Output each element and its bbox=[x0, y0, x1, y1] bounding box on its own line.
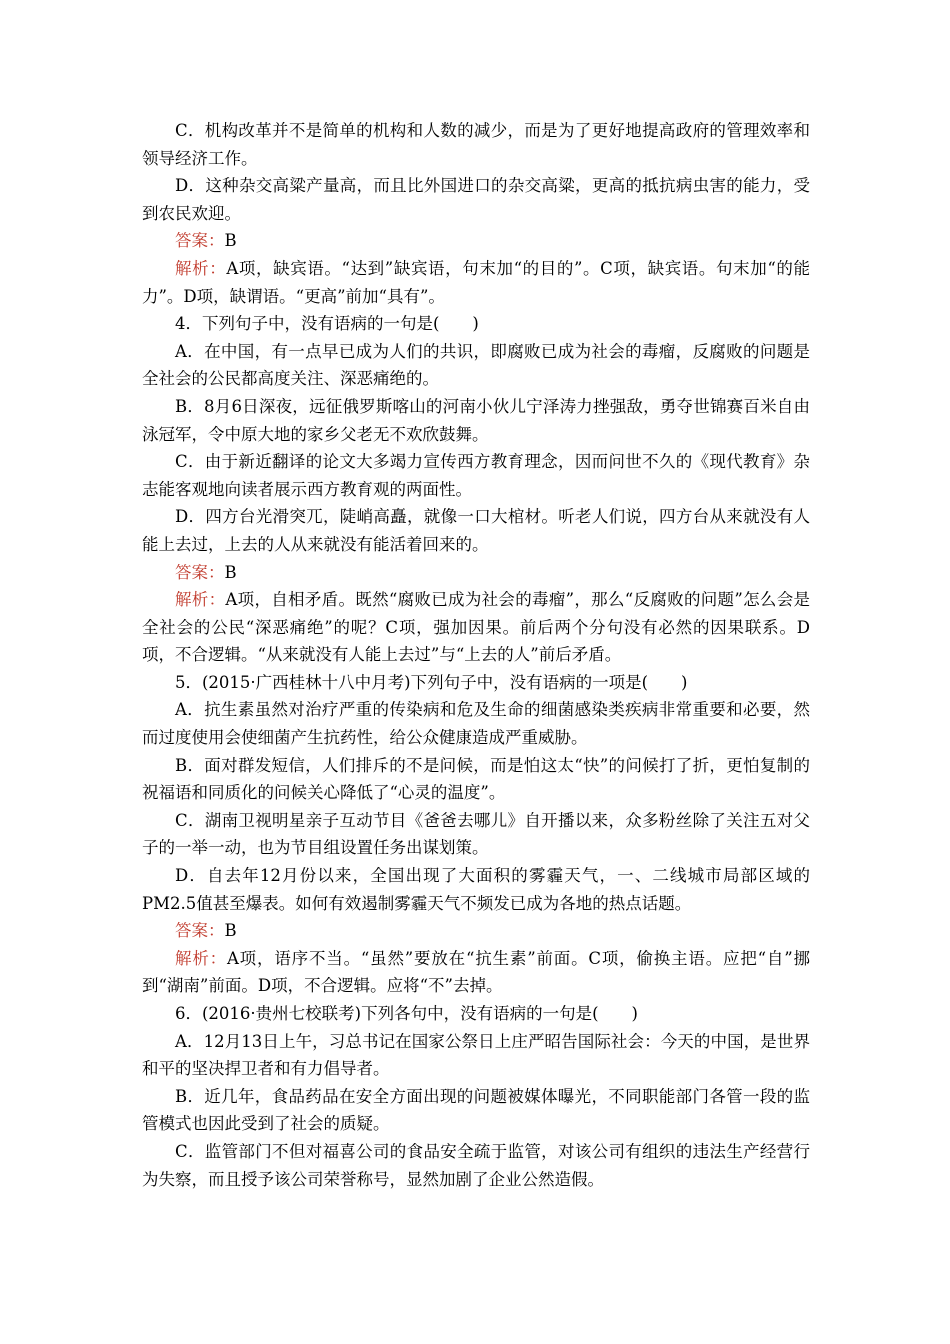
answer-label: 答案： bbox=[175, 921, 225, 941]
explanation-paragraph bbox=[142, 586, 810, 669]
paragraph-text: A项，自相矛盾。既然“腐败已成为社会的毒瘤”，那么“反腐败的问题”怎么会是全社会的公民“深恶痛绝”的呢？C项，强加因果。前后两个分句没有必然的因果联系。D项，不合逻辑。“从来就没有人能上去过”与“上去的人”前后矛盾。 bbox=[142, 590, 810, 665]
paragraph-text: B bbox=[224, 562, 237, 582]
question-paragraph: C．湖南卫视明星亲子互动节目《爸爸去哪儿》自开播以来，众多粉丝除了关注五对父子的一举一动，也为节目组设置任务出谋划策。 bbox=[142, 810, 810, 858]
question-paragraph: A．12月13日上午，习总书记在国家公祭日上庄严昭告国际社会：今天的中国，是世界和平的坚决捍卫者和有力倡导者。 bbox=[142, 1031, 810, 1079]
question-paragraph: B．近几年，食品药品在安全方面出现的问题被媒体曝光，不同职能部门各管一段的监管模式也因此受到了社会的质疑。 bbox=[142, 1086, 810, 1134]
question-paragraph: C．监管部门不但对福喜公司的食品安全疏于监管，对该公司有组织的违法生产经营行为失察，而且授予该公司荣誉称号，显然加剧了企业公然造假。 bbox=[142, 1141, 810, 1189]
explanation-paragraph bbox=[142, 945, 810, 1000]
paragraph-text: A项，缺宾语。“达到”缺宾语，句末加“的目的”。C项，缺宾语。句末加“的能力”。D项，缺谓语。“更高”前加“具有”。 bbox=[142, 258, 811, 306]
answer-label: 解析： bbox=[175, 590, 226, 610]
question-paragraph: C．由于新近翻译的论文大多竭力宣传西方教育理念，因而问世不久的《现代教育》杂志能客观地向读者展示西方教育观的两面性。 bbox=[142, 452, 810, 499]
paragraph-text: B bbox=[224, 231, 237, 251]
answer-line bbox=[142, 917, 810, 945]
question-paragraph: D．这种杂交高粱产量高，而且比外国进口的杂交高粱，更高的抵抗病虫害的能力，受到农民欢迎。 bbox=[142, 176, 810, 223]
question-paragraph: D．自去年12月份以来，全国出现了大面积的雾霾天气，一、二线城市局部区域的PM2.5值甚至爆表。如何有效遏制雾霾天气不频发已成为各地的热点话题。 bbox=[142, 866, 810, 913]
answer-label: 解析： bbox=[175, 948, 227, 968]
question-paragraph: A．在中国，有一点早已成为人们的共识，即腐败已成为社会的毒瘤，反腐败的问题是全社会的公民都高度关注、深恶痛绝的。 bbox=[142, 341, 810, 389]
question-paragraph: 6．(2016·贵州七校联考)下列各句中，没有语病的一句是( ) bbox=[175, 1004, 638, 1023]
question-paragraph: B．面对群发短信，人们排斥的不是问候，而是怕这太“快”的问候打了折，更怕复制的祝福语和同质化的问候关心降低了“心灵的温度”。 bbox=[142, 755, 810, 803]
answer-line bbox=[142, 227, 810, 255]
answer-label: 答案： bbox=[175, 562, 225, 582]
answer-label: 解析： bbox=[175, 258, 227, 278]
question-paragraph: 5．(2015·广西桂林十八中月考)下列句子中，没有语病的一项是( ) bbox=[175, 672, 688, 692]
question-paragraph: C．机构改革并不是简单的机构和人数的减少，而是为了更好地提高政府的管理效率和领导经济工作。 bbox=[142, 121, 810, 168]
question-paragraph: B．8月6日深夜，远征俄罗斯喀山的河南小伙儿宁泽涛力挫强敌，勇夺世锦赛百米自由泳冠军，令中原大地的家乡父老无不欢欣鼓舞。 bbox=[142, 396, 810, 444]
paragraph-text: B bbox=[224, 921, 237, 941]
explanation-paragraph bbox=[142, 255, 810, 310]
question-paragraph: A．抗生素虽然对治疗严重的传染病和危及生命的细菌感染类疾病非常重要和必要，然而过度使用会使细菌产生抗药性，给公众健康造成严重威胁。 bbox=[142, 700, 810, 748]
answer-line bbox=[142, 559, 810, 587]
answer-label: 答案： bbox=[175, 231, 225, 251]
question-paragraph: D．四方台光滑突兀，陡峭高矗，就像一口大棺材。听老人们说，四方台从来就没有人能上去过，上去的人从来就没有能活着回来的。 bbox=[142, 507, 810, 554]
question-paragraph: 4．下列句子中，没有语病的一句是( ) bbox=[175, 314, 479, 334]
paragraph-text: A项，语序不当。“虽然”要放在“抗生素”前面。C项，偷换主语。应把“自”挪到“湖南”前面。D项，不合逻辑。应将“不”去掉。 bbox=[142, 948, 810, 996]
